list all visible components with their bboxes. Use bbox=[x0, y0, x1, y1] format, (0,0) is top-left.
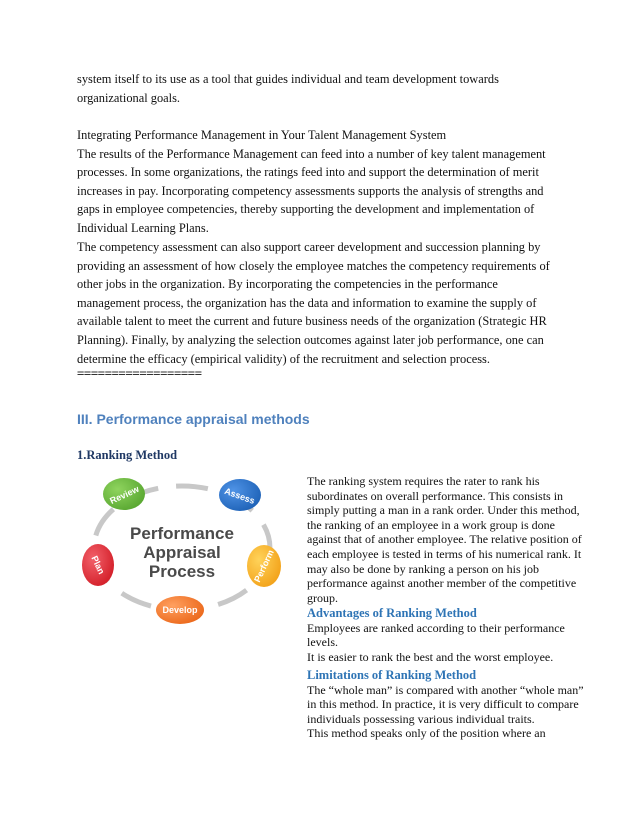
text-line: the ranking of an employee in a work group is done bbox=[307, 517, 555, 532]
text-line: The “whole man” is compared with another “whole man” bbox=[307, 682, 584, 697]
text-line: The ranking system requires the rater to rank his bbox=[307, 474, 540, 488]
stage-perform-label: Perform bbox=[252, 548, 276, 584]
limitations-heading: Limitations of Ranking Method bbox=[307, 668, 477, 682]
section-heading: III. Performance appraisal methods bbox=[77, 411, 310, 427]
section-divider: ================== bbox=[77, 366, 202, 380]
text-line: levels. bbox=[307, 635, 338, 650]
text-line: individuals possessing various individual traits. bbox=[307, 711, 535, 726]
ranking-description bbox=[307, 474, 593, 605]
text-line: It is easier to rank the best and the worst employee. bbox=[307, 649, 554, 664]
stage-develop-label: Develop bbox=[162, 605, 198, 615]
figure-title-line: Appraisal bbox=[143, 543, 221, 562]
text-line: Employees are ranked according to their performance bbox=[307, 620, 565, 635]
integrating-section bbox=[77, 126, 577, 238]
text-line: available talent to meet the current and future business needs of the organization (Strategic HR bbox=[77, 314, 547, 329]
text-line: increases in pay. Incorporating competency assessments supports the analysis of strengths and bbox=[77, 183, 544, 198]
integrating-title: Integrating Performance Management in Your Talent Management System bbox=[77, 128, 447, 142]
limitations-section bbox=[307, 668, 593, 741]
text-line: gaps in employee competencies, thereby supporting the development and implementation of bbox=[77, 202, 535, 217]
text-line: system itself to its use as a tool that guides individual and team development towards bbox=[77, 72, 499, 86]
stage-plan-label: Plan bbox=[89, 554, 107, 576]
text-line: providing an assessment of how closely the employee matches the competency requirements of bbox=[77, 258, 550, 273]
stage-develop-icon bbox=[156, 596, 204, 624]
ranking-method-heading: 1.Ranking Method bbox=[77, 448, 178, 462]
text-line: determine the efficacy (empirical validity) of the recruitment and selection process. bbox=[77, 351, 490, 366]
advantages-section bbox=[307, 606, 593, 664]
text-line: subordinates on overall performance. This consists in bbox=[307, 488, 564, 503]
stage-assess-label: Assess bbox=[223, 485, 257, 507]
stage-perform-icon bbox=[247, 545, 281, 587]
competency-paragraph bbox=[77, 238, 577, 368]
stage-assess-icon bbox=[219, 479, 261, 511]
text-line: Planning). Finally, by analyzing the selection outcomes against later job performance, one can bbox=[77, 332, 544, 347]
text-line: other jobs in the organization. By incorporating the competencies in the performance bbox=[77, 277, 498, 292]
intro-paragraph bbox=[77, 70, 577, 107]
text-line: in this method. In practice, it is very difficult to compare bbox=[307, 697, 579, 712]
text-line: performance against another member of the competitive bbox=[307, 576, 577, 591]
text-line: against that of another employee. The relative position of bbox=[307, 532, 582, 547]
text-line: The competency assessment can also support career development and succession planning by bbox=[77, 240, 541, 254]
advantages-heading: Advantages of Ranking Method bbox=[307, 606, 477, 620]
performance-appraisal-cycle-figure bbox=[78, 470, 286, 626]
text-line: may also be done by ranking a person on his job bbox=[307, 561, 539, 576]
figure-title-line: Performance bbox=[130, 524, 234, 543]
stage-plan-icon bbox=[82, 544, 114, 586]
text-line: simply putting a man in a rank order. Under this method, bbox=[307, 503, 580, 518]
stage-review-label: Review bbox=[108, 483, 141, 506]
text-line: Individual Learning Plans. bbox=[77, 220, 209, 235]
text-line: processes. In some organizations, the ratings feed into and support the determination of merit bbox=[77, 165, 539, 180]
text-line: group. bbox=[307, 590, 338, 605]
text-line: each employee is tested in terms of his numerical rank. It bbox=[307, 546, 582, 561]
text-line: This method speaks only of the position where an bbox=[307, 726, 546, 741]
figure-title-line: Process bbox=[148, 562, 216, 581]
text-line: management process, the organization has the data and information to examine the supply of bbox=[77, 295, 537, 310]
text-line: The results of the Performance Management can feed into a number of key talent management bbox=[77, 146, 546, 161]
text-line: organizational goals. bbox=[77, 90, 180, 105]
stage-review-icon bbox=[103, 478, 145, 510]
